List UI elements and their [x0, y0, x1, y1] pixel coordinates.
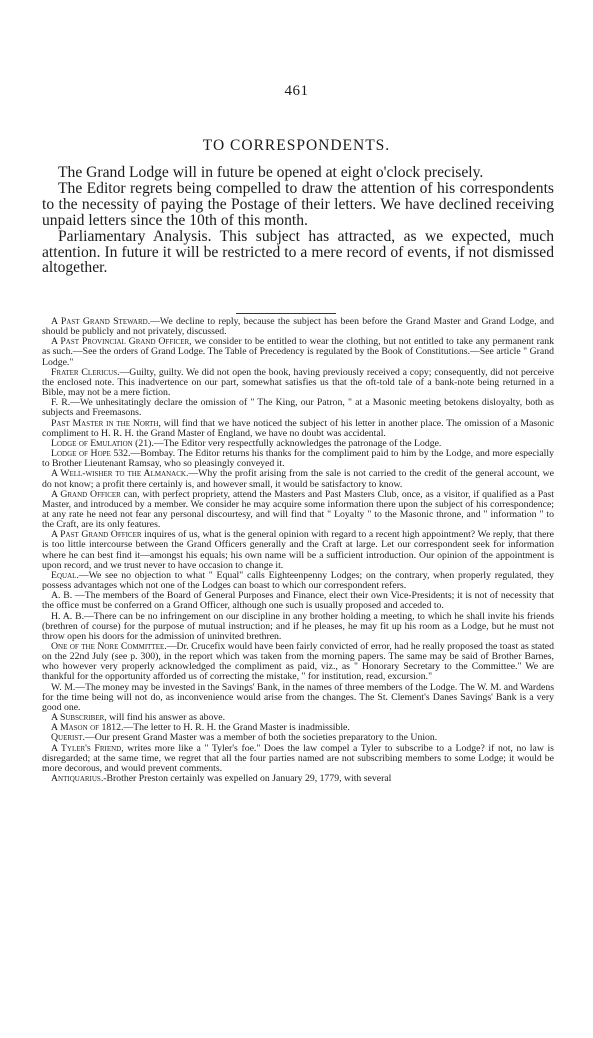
section-divider: [236, 313, 336, 314]
correspondent-reply: —The members of the Board of General Purposes and Finance, elect their own Vice-Presidents; it is not of necessity that the office must be conferred on a Grand Officer, although one such is usually proposed and acceded to.: [42, 590, 554, 612]
correspondent-notes: [42, 317, 554, 784]
intro-paragraph: The Editor regrets being compelled to draw the attention of his correspondents to the necessity of paying the Postage of their letters. We have declined receiving unpaid letters since the 10th of this month.: [42, 179, 554, 229]
correspondent-name: Equal.: [51, 569, 79, 581]
correspondent-note: [42, 368, 554, 398]
correspondent-reply: (21).—The Editor very respectfully acknowledges the patronage of the Lodge.: [132, 437, 442, 449]
intro-paragraph: Parliamentary Analysis. This subject has attracted, as we expected, much attention. In future it will be restricted to a mere record of events, if not dismissed altogether.: [42, 227, 554, 277]
correspondent-name: A Past Grand Officer: [51, 529, 142, 541]
correspondent-name: A Grand Officer: [51, 488, 121, 500]
correspondent-note: [42, 469, 554, 489]
correspondent-reply: -Brother Preston certainly was expelled on January 29, 1779, with several: [103, 773, 392, 785]
correspondent-name: Querist.: [51, 732, 85, 744]
correspondent-reply: 532.—Bombay. The Editor returns his thanks for the compliment paid to him by the Lodge, and more especially to Brother Lieutenant Ramsay, who so pleasingly conveyed it.: [42, 448, 554, 470]
correspondent-name: A Past Provincial Grand Officer,: [51, 336, 192, 348]
correspondent-note: [42, 571, 554, 591]
correspondent-note: [42, 419, 554, 439]
correspondent-note: [42, 398, 554, 418]
correspondent-name: F. R.: [51, 397, 71, 409]
correspondent-name: A. B.: [51, 590, 73, 602]
correspondent-name: A Tyler's Friend,: [51, 742, 124, 754]
correspondent-note: [42, 642, 554, 683]
correspondent-note: [42, 530, 554, 571]
correspondent-name: Antiquarius.: [51, 773, 104, 785]
page-number: 461: [284, 83, 309, 99]
correspondent-reply: —Dr. Crucefix would have been fairly convicted of error, had he really proposed the toast as stated on the 22nd July (see p. 300), in the report which was taken from the morning papers. The same may be said of Brother Barnes, who however very properly acknowledged the compliment as paid, viz., as " Honorary Secretary to the Committee." We are thankful for the opportunity afforded us of correcting the mistake, " for institution, read, excursion.": [42, 641, 554, 683]
correspondent-name: Frater Clericus.: [51, 366, 120, 378]
correspondent-reply: —There can be no infringement on our discipline in any brother holding a meeting, to which he shall invite his friends (brethren of course) for the purpose of mutual instruction; and if he pleases, he may fit up his room as a Lodge, but he must not throw open his doors for the admission of uninvited brethren.: [42, 610, 554, 642]
correspondent-reply: —The money may be invested in the Savings' Bank, in the names of three members of the Lodge. The W. M. and Wardens for the time being will not do, as inconvenience would arise from the changes. The St. Clement's Danes Savings' Bank is a very good one.: [42, 681, 554, 713]
correspondent-reply: —Our present Grand Master was a member of both the societies preparatory to the Union.: [84, 732, 438, 744]
correspondent-reply: can, with perfect propriety, attend the Masters and Past Masters Club, once, as a visitor, if qualified as a Past Master, and introduced by a member. We consider he may acquire some information there upon the subject of his correspondence; at any rate he need not fear any personal discourtesy, and will find that " Loyalty " to the Masonic throne, and " information " to the Craft, are its only features.: [42, 488, 554, 531]
correspondent-name: Lodge of Emulation: [51, 437, 133, 449]
correspondent-reply: writes more like a " Tyler's foe." Does the law compel a Tyler to subscribe to a Lodge? if not, no law is disregarded; at the same time, we regret that all the four parties named are not subscribing members to some Lodge; it would be more decorous, and would prevent comments.: [42, 742, 554, 774]
intro-section: [42, 165, 554, 276]
correspondent-reply: inquires of us, what is the general opinion with regard to a recent high appointment? We reply, that there is too little intercourse between the Grand Officers generally and the Craft at large. Let our correspondent seek for information where he can best find it—amongst his equals; his own name will be a sufficient introduction. Our opinion of the appointment is upon record, and we trust never to have occasion to change it.: [42, 529, 554, 571]
correspondent-reply: —The letter to H. R. H. the Grand Master is inadmissible.: [123, 722, 350, 734]
page-title: TO CORRESPONDENTS.: [202, 137, 391, 154]
correspondent-name: Past Master in the North,: [51, 417, 161, 429]
correspondent-note: [42, 490, 554, 531]
correspondent-reply: —We unhesitatingly declare the omission of " The King, our Patron, " at a Masonic meeting betokens disloyalty, both as subjects and Freemasons.: [42, 397, 554, 419]
correspondent-reply: we consider to be entitled to wear the clothing, but not entitled to take any permanent rank as such.—See the orders of Grand Lodge. The Table of Precedency is regulated by the Book of Constitutions.—See article " Grand Lodge.": [42, 336, 554, 368]
correspondent-name: A Mason of 1812.: [51, 722, 124, 734]
correspondent-note: [42, 683, 554, 713]
correspondent-name: A Subscriber,: [51, 712, 107, 724]
correspondent-reply: will find that we have noticed the subject of his letter in another place. The omission of a Masonic compliment to H. R. H. the Grand Master of England, we have no doubt was accidental.: [42, 417, 554, 439]
correspondent-name: W. M.: [51, 681, 76, 693]
correspondent-note: [42, 591, 554, 611]
correspondent-note: [42, 337, 554, 367]
correspondent-reply: —We see no objection to what " Equal" calls Eighteenpenny Lodges; on the contrary, when properly regulated, they possess advantages which not one of the Lodges can boast to which our correspondent refers.: [42, 569, 554, 592]
correspondent-name: H. A. B.: [51, 610, 85, 622]
correspondent-name: A Well-wisher to the Almanack.: [51, 468, 189, 480]
correspondent-note: [42, 774, 554, 784]
correspondent-note: [42, 744, 554, 774]
correspondent-reply: —Why the profit arising from the sale is not carried to the credit of the general account, we do not know; a profit there certainly is, and however small, it would be satisfactory to know.: [42, 468, 555, 490]
correspondent-name: A Past Grand Steward.: [51, 316, 151, 327]
correspondent-reply: will find his answer as above.: [106, 712, 226, 724]
correspondent-name: Lodge of Hope: [51, 448, 111, 460]
correspondent-reply: —Guilty, guilty. We did not open the book, having previously received a copy; consequently, did not perceive the enclosed note. This inadvertence on our part, somewhat satisfies us that the oft-told tale of a bank-note being returned in a Bible, may not be a mere fiction.: [42, 366, 554, 399]
correspondent-note: [42, 449, 554, 469]
correspondent-note: [42, 612, 554, 642]
correspondent-name: One of the Nore Committee.: [51, 641, 167, 652]
intro-paragraph: The Grand Lodge will in future be opened at eight o'clock precisely.: [58, 164, 484, 181]
correspondent-note: [42, 317, 554, 337]
correspondent-reply: —We decline to reply, because the subject has been before the Grand Master and Grand Lodge, and should be publicly and not privately, discussed.: [42, 316, 554, 338]
